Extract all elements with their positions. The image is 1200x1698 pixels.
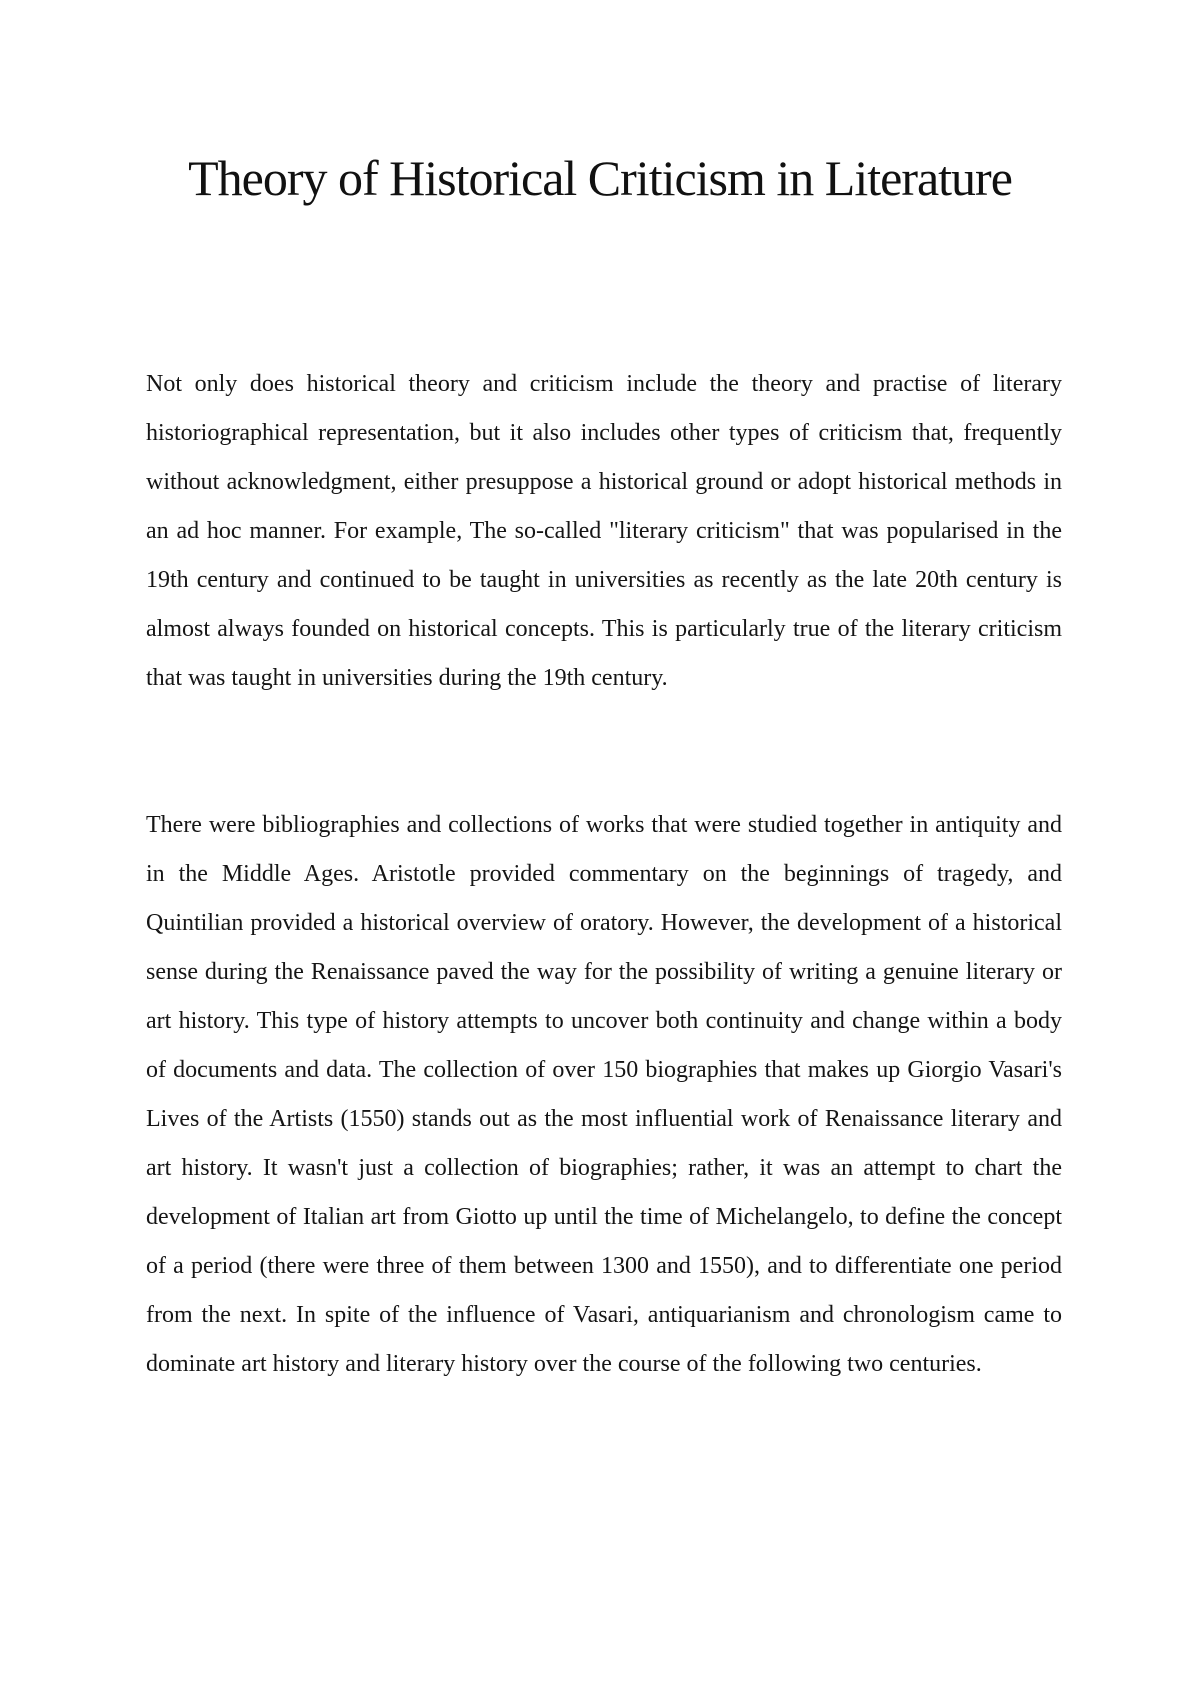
body-paragraph-2: There were bibliographies and collections of works that were studied together in antiquity and in the Middle Ages. Aristotle provided commentary on the beginnings of tragedy, and Quintilian provided a historical overview of oratory. However, the development of a historical sense during the Renaissance paved the way for the possibility of writing a genuine literary or art history. This type of history attempts to uncover both continuity and change within a body of documents and data. The collection of over 150 biographies that makes up Giorgio Vasari's Lives of the Artists (1550) stands out as the most influential work of Renaissance literary and art history. It wasn't just a collection of biographies; rather, it was an attempt to chart the development of Italian art from Giotto up until the time of Michelangelo, to define the concept of a period (there were three of them between 1300 and 1550), and to differentiate one period from the next. In spite of the influence of Vasari, antiquarianism and chronologism came to dominate art history and literary history over the course of the following two centuries.	[146, 812, 1062, 1377]
document-title: Theory of Historical Criticism in Literature	[188, 150, 1012, 206]
body-paragraph-1: Not only does historical theory and criticism include the theory and practise of literary historiographical representation, but it also includes other types of criticism that, frequently without acknowledgment, either presuppose a historical ground or adopt historical methods in an ad hoc manner. For example, The so-called "literary criticism" that was popularised in the 19th century and continued to be taught in universities as recently as the late 20th century is almost always founded on historical concepts. This is particularly true of the literary criticism that was taught in universities during the 19th century.	[146, 371, 1062, 691]
